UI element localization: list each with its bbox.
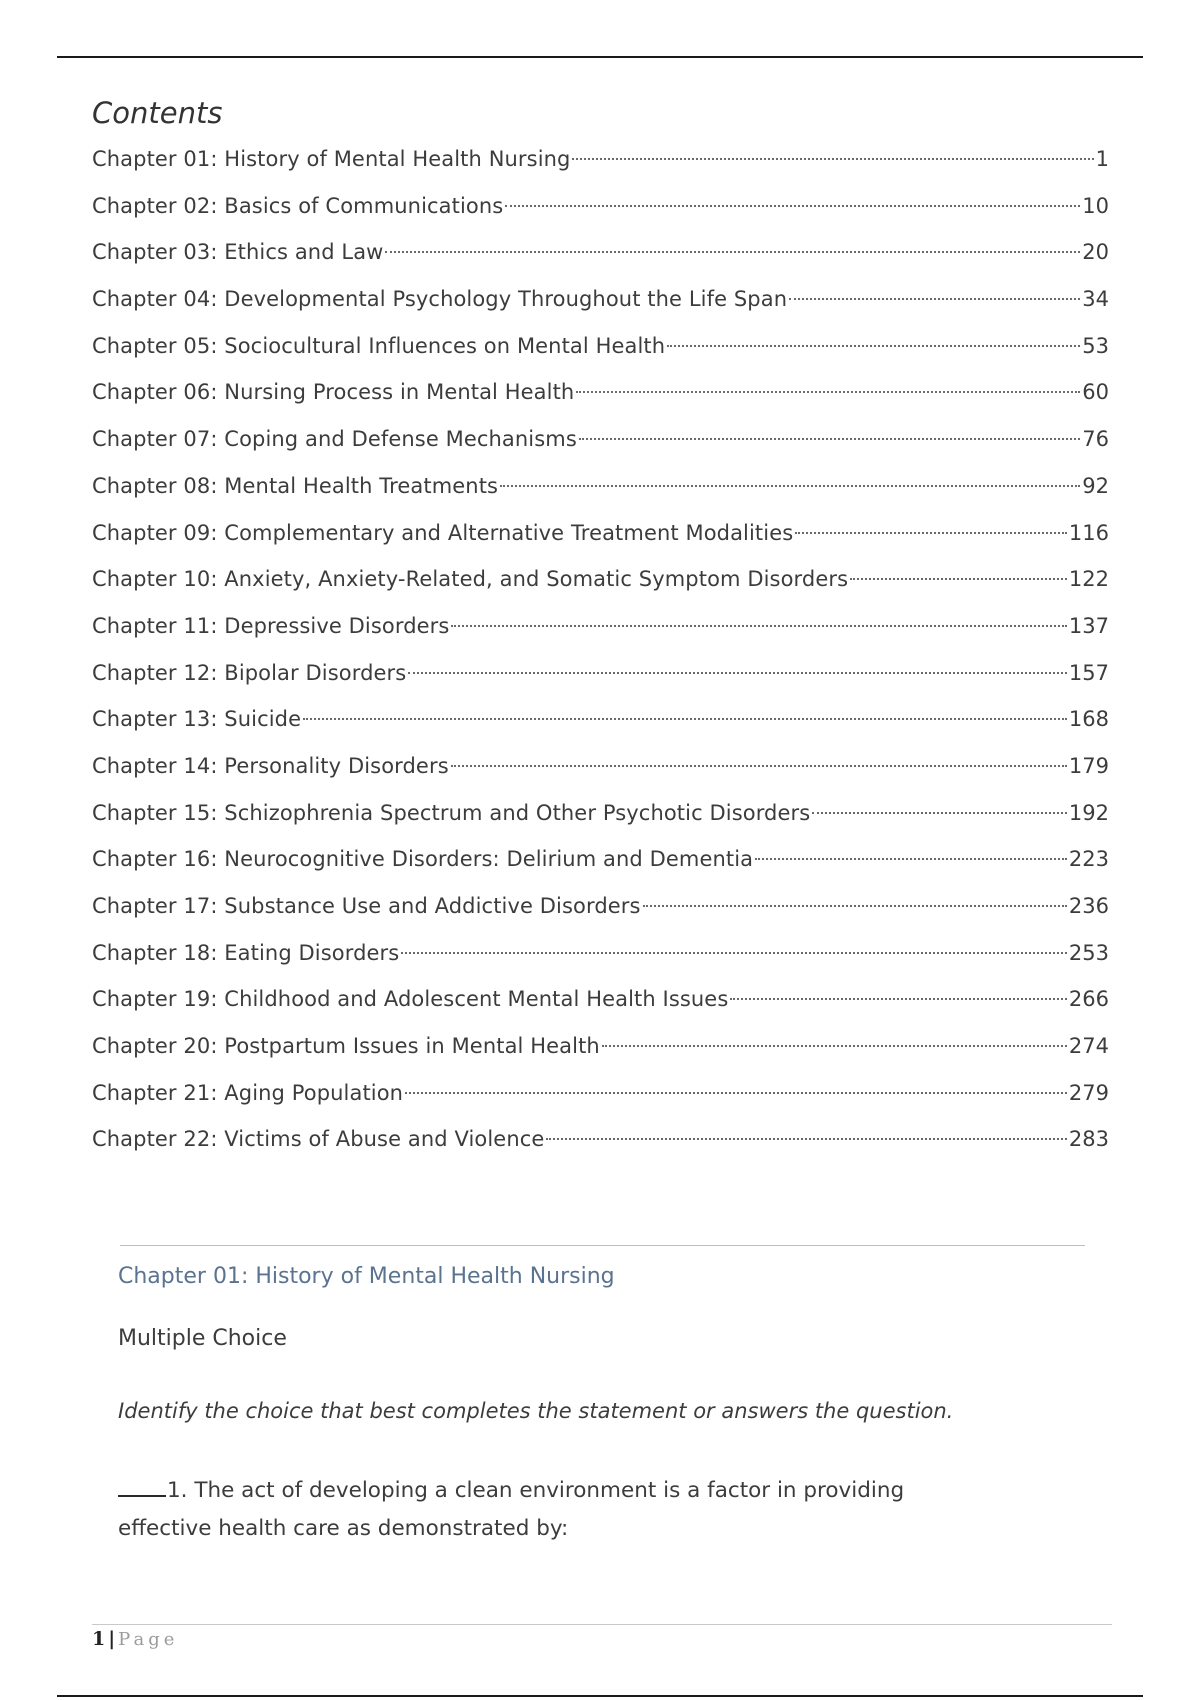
toc-entry-title: Chapter 19: Childhood and Adolescent Mental Health Issues [92, 987, 729, 1012]
toc-leader-dots [385, 251, 1080, 253]
toc-entry-page: 60 [1082, 380, 1109, 405]
toc-entry-page: 192 [1068, 800, 1109, 825]
toc-entry-page: 253 [1068, 940, 1109, 965]
toc-entry[interactable] [92, 560, 1109, 607]
toc-entry[interactable] [92, 840, 1109, 887]
toc-entry[interactable] [92, 747, 1109, 794]
toc-leader-dots [303, 718, 1067, 720]
toc-entry-page: 53 [1082, 333, 1109, 358]
table-of-contents [92, 140, 1109, 1167]
toc-entry[interactable] [92, 140, 1109, 187]
toc-entry[interactable] [92, 607, 1109, 654]
toc-entry-page: 10 [1082, 193, 1109, 218]
toc-leader-dots [789, 298, 1080, 300]
page-separator: | [108, 1628, 116, 1650]
toc-leader-dots [755, 858, 1067, 860]
toc-entry[interactable] [92, 514, 1109, 561]
toc-entry-title: Chapter 11: Depressive Disorders [92, 613, 450, 638]
toc-leader-dots [572, 158, 1093, 160]
toc-entry-title: Chapter 02: Basics of Communications [92, 193, 504, 218]
toc-leader-dots [643, 905, 1067, 907]
toc-entry-title: Chapter 10: Anxiety, Anxiety-Related, and Somatic Symptom Disorders [92, 567, 849, 592]
toc-entry-page: 179 [1068, 753, 1109, 778]
toc-entry-title: Chapter 15: Schizophrenia Spectrum and Other Psychotic Disorders [92, 800, 811, 825]
footer-rule [92, 1624, 1112, 1625]
question-text: The act of developing a clean environment is a factor in providing effective health care as demonstrated by: [118, 1478, 905, 1541]
toc-leader-dots [451, 625, 1066, 627]
toc-entry-title: Chapter 04: Developmental Psychology Throughout the Life Span [92, 287, 788, 312]
question-number: 1. [167, 1478, 188, 1503]
section-divider [120, 1245, 1085, 1246]
toc-entry-page: 157 [1068, 660, 1109, 685]
toc-entry[interactable] [92, 187, 1109, 234]
toc-entry[interactable] [92, 280, 1109, 327]
toc-leader-dots [408, 672, 1067, 674]
toc-entry-title: Chapter 16: Neurocognitive Disorders: Delirium and Dementia [92, 847, 754, 872]
toc-entry-title: Chapter 13: Suicide [92, 707, 302, 732]
answer-blank[interactable] [118, 1473, 166, 1497]
toc-entry[interactable] [92, 420, 1109, 467]
toc-entry-title: Chapter 08: Mental Health Treatments [92, 473, 499, 498]
toc-leader-dots [602, 1045, 1067, 1047]
toc-entry-title: Chapter 18: Eating Disorders [92, 940, 400, 965]
toc-entry-title: Chapter 05: Sociocultural Influences on Mental Health [92, 333, 666, 358]
toc-entry-title: Chapter 12: Bipolar Disorders [92, 660, 407, 685]
toc-entry[interactable] [92, 467, 1109, 514]
toc-leader-dots [730, 998, 1067, 1000]
instructions: Identify the choice that best completes the statement or answers the question. [118, 1399, 954, 1423]
toc-leader-dots [405, 1092, 1067, 1094]
toc-entry[interactable] [92, 1120, 1109, 1167]
toc-entry-page: 137 [1068, 613, 1109, 638]
question [118, 1472, 978, 1548]
toc-entry-title: Chapter 01: History of Mental Health Nursing [92, 147, 571, 171]
toc-entry-page: 266 [1068, 987, 1109, 1012]
toc-leader-dots [812, 812, 1067, 814]
toc-entry-title: Chapter 06: Nursing Process in Mental Health [92, 380, 575, 405]
chapter-heading: Chapter 01: History of Mental Health Nursing [118, 1264, 615, 1289]
toc-entry-title: Chapter 21: Aging Population [92, 1080, 404, 1105]
toc-leader-dots [401, 952, 1067, 954]
toc-entry-title: Chapter 03: Ethics and Law [92, 240, 384, 265]
toc-entry-title: Chapter 20: Postpartum Issues in Mental Health [92, 1034, 600, 1059]
toc-entry[interactable] [92, 327, 1109, 374]
toc-leader-dots [451, 765, 1067, 767]
toc-entry-title: Chapter 09: Complementary and Alternative Treatment Modalities [92, 520, 794, 545]
toc-entry[interactable] [92, 887, 1109, 934]
toc-leader-dots [546, 1138, 1067, 1140]
toc-entry-page: 122 [1068, 567, 1109, 592]
toc-entry[interactable] [92, 1074, 1109, 1121]
toc-entry[interactable] [92, 794, 1109, 841]
toc-entry-page: 116 [1068, 520, 1109, 545]
toc-entry[interactable] [92, 934, 1109, 981]
toc-entry-page: 92 [1082, 473, 1109, 498]
toc-entry[interactable] [92, 1027, 1109, 1074]
toc-title: Contents [92, 96, 223, 130]
toc-entry-page: 76 [1082, 427, 1109, 452]
toc-entry[interactable] [92, 233, 1109, 280]
toc-leader-dots [795, 532, 1067, 534]
toc-entry[interactable] [92, 980, 1109, 1027]
toc-entry-title: Chapter 17: Substance Use and Addictive Disorders [92, 894, 641, 918]
toc-entry-page: 223 [1068, 847, 1109, 872]
toc-entry-page: 34 [1082, 287, 1109, 312]
toc-leader-dots [500, 485, 1080, 487]
toc-entry[interactable] [92, 373, 1109, 420]
toc-entry-page: 168 [1068, 707, 1109, 732]
toc-leader-dots [576, 391, 1080, 393]
toc-leader-dots [850, 578, 1067, 580]
toc-entry-page: 274 [1068, 1034, 1109, 1059]
top-rule [57, 56, 1143, 58]
bottom-rule [57, 1695, 1143, 1697]
toc-entry-page: 279 [1068, 1080, 1109, 1105]
toc-entry-page: 283 [1068, 1127, 1109, 1152]
toc-entry[interactable] [92, 654, 1109, 701]
toc-entry[interactable] [92, 700, 1109, 747]
page-number: 1 [92, 1628, 106, 1650]
toc-entry-page: 236 [1068, 894, 1109, 918]
section-label: Multiple Choice [118, 1326, 287, 1351]
toc-entry-title: Chapter 22: Victims of Abuse and Violence [92, 1127, 545, 1152]
toc-leader-dots [667, 345, 1080, 347]
toc-entry-title: Chapter 07: Coping and Defense Mechanisms [92, 427, 577, 452]
toc-entry-title: Chapter 14: Personality Disorders [92, 753, 449, 778]
toc-leader-dots [505, 205, 1080, 207]
toc-leader-dots [579, 438, 1080, 440]
page-word: Page [118, 1629, 179, 1650]
toc-entry-page: 20 [1082, 240, 1109, 265]
toc-entry-page: 1 [1095, 147, 1109, 171]
page-footer [92, 1628, 178, 1650]
